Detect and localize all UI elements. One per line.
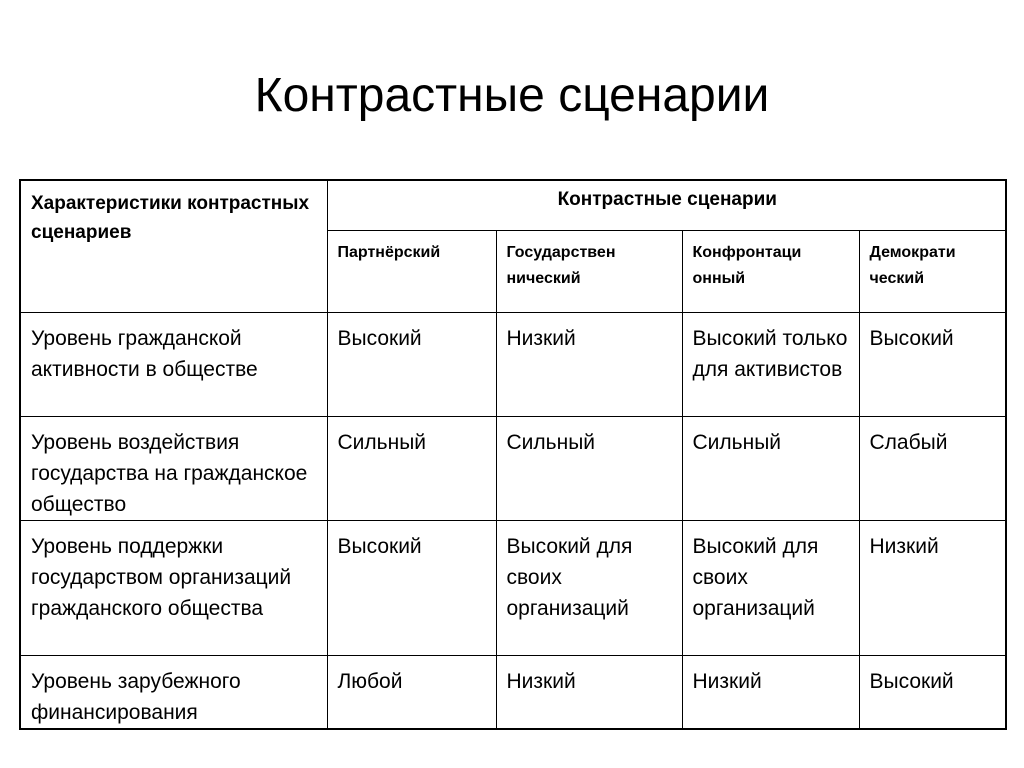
table-header-row [20, 180, 1006, 231]
table-cell: Слабый [859, 417, 1006, 521]
scenario-header-partner: Партнёрский [327, 231, 496, 313]
table-row [20, 656, 1006, 730]
table-cell: Высокий [859, 313, 1006, 417]
row-label: Уровень гражданской активности в обществе [20, 313, 327, 417]
table-cell: Высокий для своих организаций [682, 521, 859, 656]
table-cell: Высокий только для активистов [682, 313, 859, 417]
table-cell: Низкий [496, 656, 682, 730]
table-row [20, 521, 1006, 656]
scenarios-table [19, 179, 1007, 730]
table-row [20, 417, 1006, 521]
scenario-header-state: Государствен нический [496, 231, 682, 313]
characteristics-header: Характеристики контрастных сценариев [20, 180, 327, 313]
row-label: Уровень зарубежного финансирования [20, 656, 327, 730]
table-cell: Высокий [859, 656, 1006, 730]
table-cell: Низкий [682, 656, 859, 730]
row-label: Уровень воздействия государства на гражданское общество [20, 417, 327, 521]
table-cell: Любой [327, 656, 496, 730]
table-cell: Высокий [327, 313, 496, 417]
scenarios-group-header: Контрастные сценарии [327, 180, 1006, 231]
table-cell: Низкий [859, 521, 1006, 656]
table-cell: Низкий [496, 313, 682, 417]
table-cell: Сильный [682, 417, 859, 521]
table-cell: Сильный [496, 417, 682, 521]
table-cell: Высокий [327, 521, 496, 656]
row-label: Уровень поддержки государством организаций гражданского общества [20, 521, 327, 656]
table-cell: Высокий для своих организаций [496, 521, 682, 656]
scenario-header-confrontation: Конфронтаци онный [682, 231, 859, 313]
scenario-header-democratic: Демократи ческий [859, 231, 1006, 313]
table-cell: Сильный [327, 417, 496, 521]
table-row [20, 313, 1006, 417]
page-title: Контрастные сценарии [254, 69, 770, 122]
